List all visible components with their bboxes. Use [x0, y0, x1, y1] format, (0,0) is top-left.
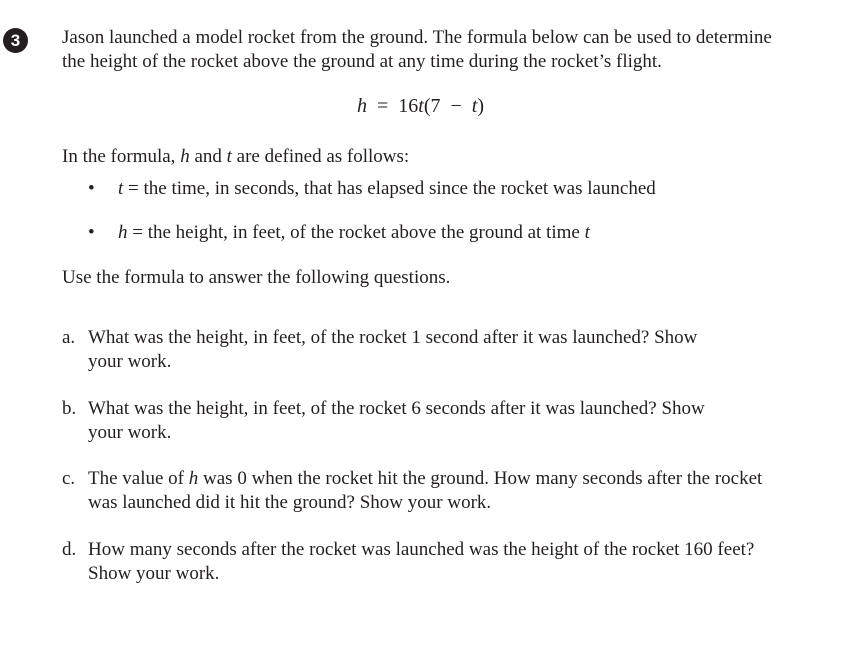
definition-text: = the time, in seconds, that has elapsed since the rocket was launched — [123, 178, 656, 199]
part-text — [88, 397, 705, 445]
question-intro — [62, 26, 852, 74]
height-formula — [357, 94, 484, 118]
formula-coef: 16 — [398, 95, 419, 117]
definitions-lead — [62, 145, 409, 169]
definition-text: = the height, in feet, of the rocket above the ground at time — [127, 222, 585, 243]
part-line-1-prefix: The value of — [88, 468, 189, 489]
intro-line-1: Jason launched a model rocket from the ground. The formula below can be used to determine — [62, 27, 772, 48]
definition-var: h — [118, 222, 128, 243]
part-line-1: What was the height, in feet, of the rocket 1 second after it was launched? Show — [88, 327, 698, 348]
defs-lead-h: h — [180, 146, 190, 167]
defs-lead-suffix: are defined as follows: — [231, 146, 410, 167]
part-line-2: was launched did it hit the ground? Show your work. — [88, 492, 492, 513]
definition-var: t — [118, 178, 124, 199]
formula-paren-close: ) — [477, 95, 485, 117]
formula-minus: − — [450, 95, 462, 117]
part-line-2: your work. — [88, 422, 172, 443]
formula-equals: = — [377, 95, 389, 117]
defs-lead-t: t — [226, 146, 232, 167]
formula-var2: t — [471, 95, 478, 117]
formula-var: t — [418, 95, 424, 117]
part-text — [88, 467, 762, 515]
defs-lead-and: and — [189, 146, 227, 167]
formula-paren-open: (7 — [423, 95, 441, 117]
part-letter: b. — [62, 398, 77, 419]
definition-item-h — [88, 221, 590, 245]
part-line-1 — [88, 467, 762, 491]
part-line-1-var: h — [188, 468, 199, 489]
part-text — [88, 538, 754, 586]
part-letter: d. — [62, 539, 77, 560]
bullet-dot: • — [88, 178, 95, 199]
question-number-badge: 3 — [3, 28, 28, 53]
part-letter: c. — [62, 468, 76, 489]
part-letter: a. — [62, 327, 76, 348]
intro-line-2: the height of the rocket above the ground at any time during the rocket’s flight. — [62, 51, 662, 72]
part-line-2: your work. — [88, 351, 172, 372]
definition-item-t — [88, 177, 656, 201]
part-line-1: How many seconds after the rocket was launched was the height of the rocket 160 feet? — [88, 539, 755, 560]
part-line-2: Show your work. — [88, 563, 220, 584]
defs-lead-prefix: In the formula, — [62, 146, 181, 167]
part-line-1-suffix: was 0 when the rocket hit the ground. How many seconds after the rocket — [198, 468, 763, 489]
bullet-dot: • — [88, 222, 95, 243]
part-line-1: What was the height, in feet, of the rocket 6 seconds after it was launched? Show — [88, 398, 705, 419]
part-text — [88, 326, 697, 374]
definition-tail-var: t — [584, 222, 590, 243]
instruction-text: Use the formula to answer the following questions. — [62, 267, 451, 288]
formula-lhs: h — [357, 95, 367, 117]
